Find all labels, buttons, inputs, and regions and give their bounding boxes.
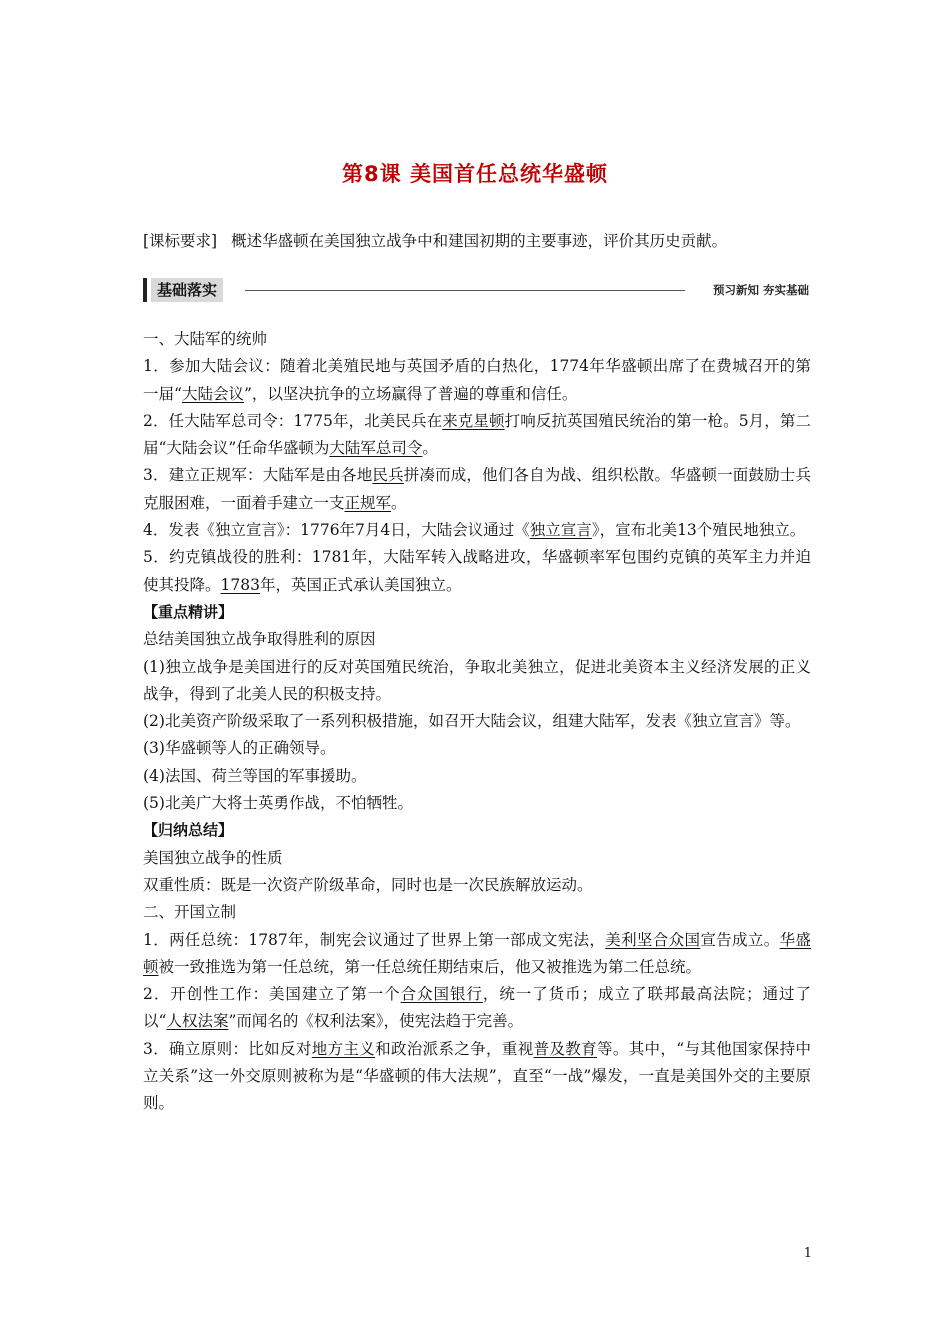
banner-divider: [245, 290, 685, 291]
key-term: 来克星顿: [442, 411, 505, 430]
requirement-text: 概述华盛顿在美国独立战争中和建国初期的主要事迹，评价其历史贡献。: [231, 232, 728, 250]
summary-tag: 【归纳总结】: [143, 821, 234, 840]
text-span: 。: [391, 493, 407, 512]
text-span: 宣告成立。: [700, 930, 780, 949]
text-span: 和政治派系之争，重视: [375, 1039, 534, 1058]
text-span: 拼凑而成，他们各自为战、组织松散。华盛顿一面鼓励士兵克服困难，一面着手建立一支: [143, 466, 811, 512]
banner-subtitle: 预习新知 夯实基础: [712, 283, 809, 297]
text-span: ，统一了货币；成立了联邦最高法院；通过了以“: [143, 985, 811, 1031]
text-span: 。: [422, 439, 438, 458]
section-heading-1: 一、大陆军的统帅: [143, 330, 268, 348]
page-number: 1: [803, 1246, 812, 1261]
key-term: 1783: [220, 575, 260, 594]
text-span: 4．发表《独立宣言》：1776年7月4日，大陆会议通过《: [143, 521, 530, 540]
summary-text: 双重性质：既是一次资产阶级革命，同时也是一次民族解放运动。: [143, 875, 593, 894]
text-span: 2．任大陆军总司令：1775年，北美民兵在: [143, 411, 443, 430]
focus-item: (2)北美资产阶级采取了一系列积极措施，如召开大陆会议，组建大陆军，发表《独立宣言》等。: [143, 712, 801, 731]
text-span: 打响反抗英国殖民统治的第一枪。5月，第二届“大陆会议”任命华盛顿为: [143, 411, 811, 458]
paragraph-2-1: [143, 927, 811, 982]
key-term: 独立宣言: [529, 521, 592, 540]
paragraph-1-1: [143, 353, 811, 408]
key-term: 大陆军总司令: [329, 439, 423, 458]
summary-intro: 美国独立战争的性质: [143, 848, 283, 867]
text-span: 》，宣布北美13个殖民地独立。: [591, 521, 806, 540]
focus-item: (4)法国、荷兰等国的军事援助。: [143, 766, 367, 785]
key-term: 合众国银行: [400, 985, 483, 1004]
text-span: 1．两任总统：1787年，制宪会议通过了世界上第一部成文宪法，: [143, 930, 606, 949]
text-span: 5．约克镇战役的胜利：1781年，大陆军转入战略进攻，华盛顿率军包围约克镇的英军主力并迫使其投降。: [143, 548, 811, 594]
requirement-tag: [课标要求]: [143, 232, 218, 250]
paragraph-2-2: [143, 981, 811, 1036]
curriculum-requirement: [143, 228, 843, 254]
paragraph-1-4: [143, 517, 811, 544]
text-span: 年，英国正式承认美国独立。: [259, 575, 462, 594]
focus-item: (1)独立战争是美国进行的反对英国殖民统治，争取北美独立，促进北美资本主义经济发展的正义战争，得到了北美人民的积极支持。: [143, 657, 811, 703]
banner-bar: [143, 278, 147, 302]
text-span: ”而闻名的《权利法案》，使宪法趋于完善。: [228, 1012, 524, 1031]
focus-tag: 【重点精讲】: [143, 602, 234, 621]
key-term: 华盛顿: [143, 930, 811, 976]
key-term: 人权法案: [166, 1012, 229, 1031]
key-term: 地方主义: [311, 1039, 376, 1058]
paragraph-1-2: [143, 408, 811, 463]
text-span: 3．确立原则：比如反对: [143, 1039, 312, 1058]
section-heading-2: 二、开国立制: [143, 903, 237, 922]
page-title: 第8课 美国首任总统华盛顿: [342, 162, 608, 186]
text-span: 等。其中，“与其他国家保持中立关系”这一外交原则被称为是“华盛顿的伟大法规”，直至“一战”爆发，一直是美国外交的主要原则。: [143, 1039, 811, 1113]
key-term: 普及教育: [533, 1039, 598, 1058]
text-span: 被一致推选为第一任总统，第一任总统任期结束后，他又被推选为第二任总统。: [158, 957, 702, 976]
banner-label: 基础落实: [151, 278, 223, 302]
focus-item: (3)华盛顿等人的正确领导。: [143, 739, 336, 758]
text-span: 3．建立正规军：大陆军是由各地: [143, 466, 373, 485]
main-content: [143, 326, 811, 1118]
key-term: 民兵: [372, 466, 404, 485]
paragraph-1-5: [143, 544, 811, 599]
key-term: 美利坚合众国: [605, 930, 701, 949]
text-span: 1．参加大陆会议：随着北美殖民地与英国矛盾的白热化，1774年华盛顿出席了在费城召开的第一届“: [143, 357, 811, 403]
paragraph-1-3: [143, 462, 811, 517]
section-banner: [143, 276, 809, 304]
text-span: 2．开创性工作：美国建立了第一个: [143, 985, 401, 1004]
focus-item: (5)北美广大将士英勇作战，不怕牺牲。: [143, 794, 413, 813]
focus-intro: 总结美国独立战争取得胜利的原因: [143, 630, 376, 649]
paragraph-2-3: [143, 1036, 811, 1118]
key-term: 正规军: [344, 493, 392, 512]
key-term: 大陆会议: [181, 384, 244, 403]
text-span: ”，以坚决抗争的立场赢得了普遍的尊重和信任。: [243, 384, 578, 403]
